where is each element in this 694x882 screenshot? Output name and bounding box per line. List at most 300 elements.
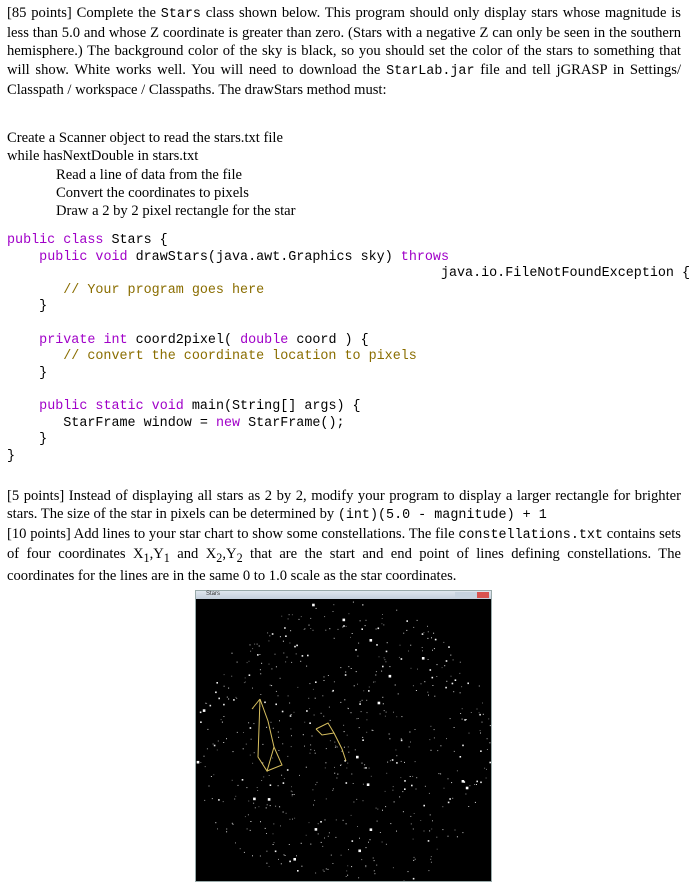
star	[389, 738, 390, 739]
star	[345, 674, 347, 676]
star	[381, 623, 382, 624]
star	[245, 816, 246, 817]
star	[246, 787, 247, 788]
star	[278, 750, 279, 751]
star	[326, 868, 327, 869]
star	[373, 858, 374, 859]
star	[278, 785, 279, 786]
code-keyword: public void	[39, 249, 128, 265]
star	[411, 785, 413, 787]
star	[428, 659, 429, 660]
star	[344, 699, 345, 700]
star	[207, 729, 208, 730]
star	[218, 741, 219, 742]
star	[282, 711, 284, 713]
star	[369, 687, 370, 688]
star	[417, 620, 418, 621]
star	[410, 776, 411, 777]
star	[290, 630, 291, 631]
constellation-line	[258, 699, 274, 771]
star	[266, 833, 267, 834]
constellations-text: ,Y	[222, 546, 237, 563]
size-formula-code: (int)(5.0 - magnitude) + 1	[337, 508, 547, 524]
star	[429, 830, 430, 831]
constellation-line	[252, 699, 260, 709]
star	[361, 711, 362, 712]
star	[468, 806, 469, 807]
star	[420, 820, 421, 821]
star	[361, 628, 363, 630]
star	[283, 812, 284, 813]
star	[361, 859, 362, 860]
star	[431, 637, 432, 638]
star	[250, 727, 252, 729]
star	[218, 799, 220, 801]
star	[310, 753, 311, 754]
star	[462, 832, 463, 833]
star	[268, 640, 269, 641]
star	[460, 713, 461, 714]
star	[252, 648, 253, 649]
star	[403, 811, 404, 812]
star	[382, 666, 384, 668]
star	[374, 860, 375, 861]
star	[310, 618, 311, 619]
star	[296, 645, 298, 647]
star	[376, 629, 377, 630]
star	[285, 635, 287, 637]
star	[248, 722, 249, 723]
star	[400, 777, 401, 778]
star	[427, 626, 428, 627]
star	[347, 763, 348, 764]
star	[393, 786, 394, 787]
star	[289, 703, 290, 704]
star	[435, 639, 436, 640]
star	[357, 826, 358, 827]
star	[434, 696, 435, 697]
star	[314, 800, 315, 801]
star	[415, 761, 416, 762]
star	[248, 801, 249, 802]
star	[440, 745, 441, 746]
code-comment: // Your program goes here	[63, 282, 265, 298]
star	[355, 749, 356, 750]
star	[221, 719, 222, 720]
star	[244, 852, 245, 853]
star	[270, 784, 272, 786]
star	[223, 801, 224, 802]
star	[326, 798, 327, 799]
star	[334, 773, 335, 774]
star	[289, 819, 290, 820]
star	[261, 780, 262, 781]
star	[289, 614, 290, 615]
window-controls[interactable]	[455, 592, 489, 598]
star	[301, 866, 302, 867]
star	[479, 712, 480, 713]
star	[281, 863, 282, 864]
star	[197, 761, 200, 764]
star	[455, 830, 456, 831]
star	[226, 738, 227, 739]
star	[358, 850, 361, 853]
star	[396, 762, 398, 764]
star	[283, 641, 284, 642]
star	[234, 799, 235, 800]
star	[431, 750, 432, 751]
star	[389, 734, 390, 735]
star	[474, 784, 475, 785]
star	[428, 695, 429, 696]
star	[217, 828, 218, 829]
star	[452, 683, 454, 685]
star	[257, 654, 259, 656]
star	[310, 844, 311, 845]
star	[350, 637, 351, 638]
star	[362, 737, 363, 738]
star	[281, 616, 282, 617]
star	[489, 762, 491, 764]
star	[278, 732, 279, 733]
star	[274, 842, 275, 843]
star	[200, 762, 201, 763]
star	[382, 614, 383, 615]
star	[413, 627, 414, 628]
star	[314, 750, 315, 751]
code-text: StarFrame();	[240, 415, 345, 431]
star	[416, 789, 417, 790]
star	[410, 742, 411, 743]
star	[269, 775, 270, 776]
star	[273, 833, 274, 834]
step-item: Convert the coordinates to pixels	[56, 184, 249, 201]
star	[381, 671, 382, 672]
star	[250, 821, 251, 822]
star	[314, 715, 315, 716]
star	[232, 653, 233, 654]
star	[453, 659, 454, 660]
star	[224, 674, 225, 675]
star	[450, 718, 451, 719]
subscript: 1	[163, 551, 170, 566]
star	[421, 683, 422, 684]
star	[262, 744, 263, 745]
star	[232, 823, 233, 824]
star	[372, 730, 373, 731]
star	[254, 644, 255, 645]
star	[343, 725, 344, 726]
star	[423, 805, 425, 807]
star	[406, 620, 408, 622]
star	[365, 767, 367, 769]
star	[346, 768, 347, 769]
star	[362, 739, 364, 741]
star	[385, 791, 386, 792]
star	[233, 751, 234, 752]
star	[260, 821, 261, 822]
star	[335, 747, 336, 748]
star	[252, 763, 253, 764]
window-titlebar[interactable]	[196, 591, 491, 599]
star	[434, 737, 435, 738]
star	[413, 839, 414, 840]
star	[275, 806, 276, 807]
star	[215, 692, 217, 694]
star	[362, 604, 363, 605]
star	[330, 740, 331, 741]
star	[206, 703, 207, 704]
star	[444, 788, 445, 789]
star	[387, 642, 388, 643]
star	[344, 731, 345, 732]
star	[235, 842, 236, 843]
star	[482, 703, 483, 704]
star	[240, 848, 241, 849]
star	[342, 627, 343, 628]
star	[433, 633, 434, 634]
star	[348, 666, 349, 667]
star	[324, 838, 325, 839]
star	[396, 716, 397, 717]
star	[457, 770, 458, 771]
star	[258, 806, 259, 807]
star	[231, 676, 232, 677]
star	[280, 825, 281, 826]
star	[217, 750, 218, 751]
star	[343, 625, 345, 627]
star	[427, 692, 428, 693]
star	[459, 673, 460, 674]
star	[291, 786, 292, 787]
star	[318, 823, 319, 824]
subscript: 1	[143, 551, 150, 566]
star	[309, 683, 310, 684]
star	[346, 870, 347, 871]
star	[432, 650, 433, 651]
star	[332, 790, 333, 791]
code-keyword: private int	[39, 332, 128, 348]
star	[326, 748, 327, 749]
star	[366, 700, 367, 701]
star	[430, 726, 431, 727]
star	[324, 680, 325, 681]
star	[442, 667, 443, 668]
star	[290, 728, 291, 729]
star	[297, 687, 298, 688]
star	[280, 636, 281, 637]
star	[363, 784, 364, 785]
star	[401, 761, 402, 762]
star	[462, 745, 464, 747]
star	[203, 709, 206, 712]
star	[250, 830, 251, 831]
star	[312, 604, 315, 607]
star	[466, 787, 469, 790]
star	[376, 644, 378, 646]
star-chart-canvas	[196, 599, 491, 881]
star	[346, 626, 347, 627]
star	[392, 759, 394, 761]
star	[264, 702, 266, 704]
star	[366, 847, 367, 848]
star	[428, 840, 430, 842]
star	[250, 651, 251, 652]
star	[284, 854, 285, 855]
star	[360, 620, 361, 621]
star	[386, 712, 387, 713]
star	[309, 822, 310, 823]
star	[443, 642, 444, 643]
star	[393, 867, 394, 868]
star	[291, 735, 292, 736]
star	[332, 863, 333, 864]
star	[257, 787, 258, 788]
star	[380, 832, 381, 833]
star	[325, 819, 326, 820]
star	[414, 857, 415, 858]
star	[285, 661, 286, 662]
constellations-prefix: [10 points] Add lines to your star chart to show some constellations. The file	[7, 526, 459, 542]
star	[317, 782, 318, 783]
star	[285, 855, 286, 856]
star	[215, 822, 216, 823]
star	[210, 705, 212, 707]
star	[351, 815, 352, 816]
star	[302, 655, 304, 657]
star	[401, 740, 403, 742]
star	[275, 851, 277, 853]
star	[288, 618, 289, 619]
star	[266, 727, 267, 728]
star	[385, 716, 386, 717]
star	[424, 681, 425, 682]
star	[358, 718, 359, 719]
star	[315, 681, 317, 683]
star-chart-window	[195, 590, 492, 882]
star	[237, 662, 238, 663]
star	[469, 785, 470, 786]
code-text: coord2pixel(	[127, 332, 241, 348]
star	[446, 681, 447, 682]
star	[430, 859, 431, 860]
star	[252, 688, 253, 689]
star	[249, 674, 251, 676]
star	[269, 866, 270, 867]
step-item: Read a line of data from the file	[56, 166, 242, 183]
star	[255, 807, 256, 808]
star	[432, 685, 433, 686]
star	[392, 790, 393, 791]
star	[442, 829, 443, 830]
star	[427, 638, 428, 639]
star	[296, 855, 297, 856]
star	[448, 646, 450, 648]
star	[303, 734, 304, 735]
star	[366, 732, 367, 733]
intro-body: class shown below. This program should only display stars whose magnitude is less than 5.0 and whose Z coordinate is greater than zero. (Stars with a negative Z can only be seen in the southern hemisphere.) The background color of the sky is black, so you should set the color of the stars to something that will show. White works well. You will need to download the	[7, 5, 681, 78]
star	[384, 710, 385, 711]
step-item: while hasNextDouble in stars.txt	[7, 148, 199, 165]
star	[370, 839, 371, 840]
star	[399, 796, 400, 797]
star	[228, 688, 229, 689]
star	[294, 646, 296, 648]
star	[379, 656, 380, 657]
star	[321, 842, 322, 843]
jar-file-code: StarLab.jar	[386, 63, 475, 79]
star	[378, 702, 381, 705]
star	[404, 780, 406, 782]
star	[413, 878, 415, 880]
star	[286, 813, 287, 814]
star	[209, 786, 210, 787]
star	[313, 630, 314, 631]
star	[323, 716, 324, 717]
star	[313, 805, 314, 806]
star	[479, 714, 481, 716]
star	[487, 738, 488, 739]
star	[322, 695, 323, 696]
star	[437, 664, 438, 665]
star	[401, 738, 402, 739]
star	[406, 630, 407, 631]
star	[245, 677, 246, 678]
constellations-paragraph	[7, 525, 681, 586]
star	[312, 736, 313, 737]
star	[325, 630, 326, 631]
star	[260, 694, 261, 695]
star	[396, 831, 397, 832]
star	[321, 821, 322, 822]
star	[301, 843, 302, 844]
star	[345, 672, 346, 673]
star	[374, 870, 375, 871]
star	[278, 859, 279, 860]
star	[462, 780, 465, 783]
star	[416, 777, 417, 778]
star	[359, 838, 360, 839]
star	[437, 849, 438, 850]
star	[343, 820, 344, 821]
star	[431, 856, 432, 857]
star	[358, 643, 359, 644]
star	[232, 780, 233, 781]
star	[292, 794, 293, 795]
star	[438, 773, 439, 774]
star	[292, 791, 293, 792]
star	[374, 873, 375, 874]
star	[382, 618, 383, 619]
star	[365, 865, 366, 866]
star	[465, 794, 466, 795]
star	[272, 758, 273, 759]
star	[289, 861, 291, 863]
class-name-code: Stars	[160, 7, 201, 22]
star	[413, 829, 414, 830]
star	[282, 743, 283, 744]
star	[335, 746, 336, 747]
star	[356, 718, 357, 719]
star	[371, 776, 372, 777]
star	[424, 831, 425, 832]
star	[380, 713, 381, 714]
star	[422, 657, 425, 660]
method-steps	[7, 129, 296, 220]
star	[375, 681, 376, 682]
star	[382, 697, 383, 698]
star	[266, 807, 267, 808]
